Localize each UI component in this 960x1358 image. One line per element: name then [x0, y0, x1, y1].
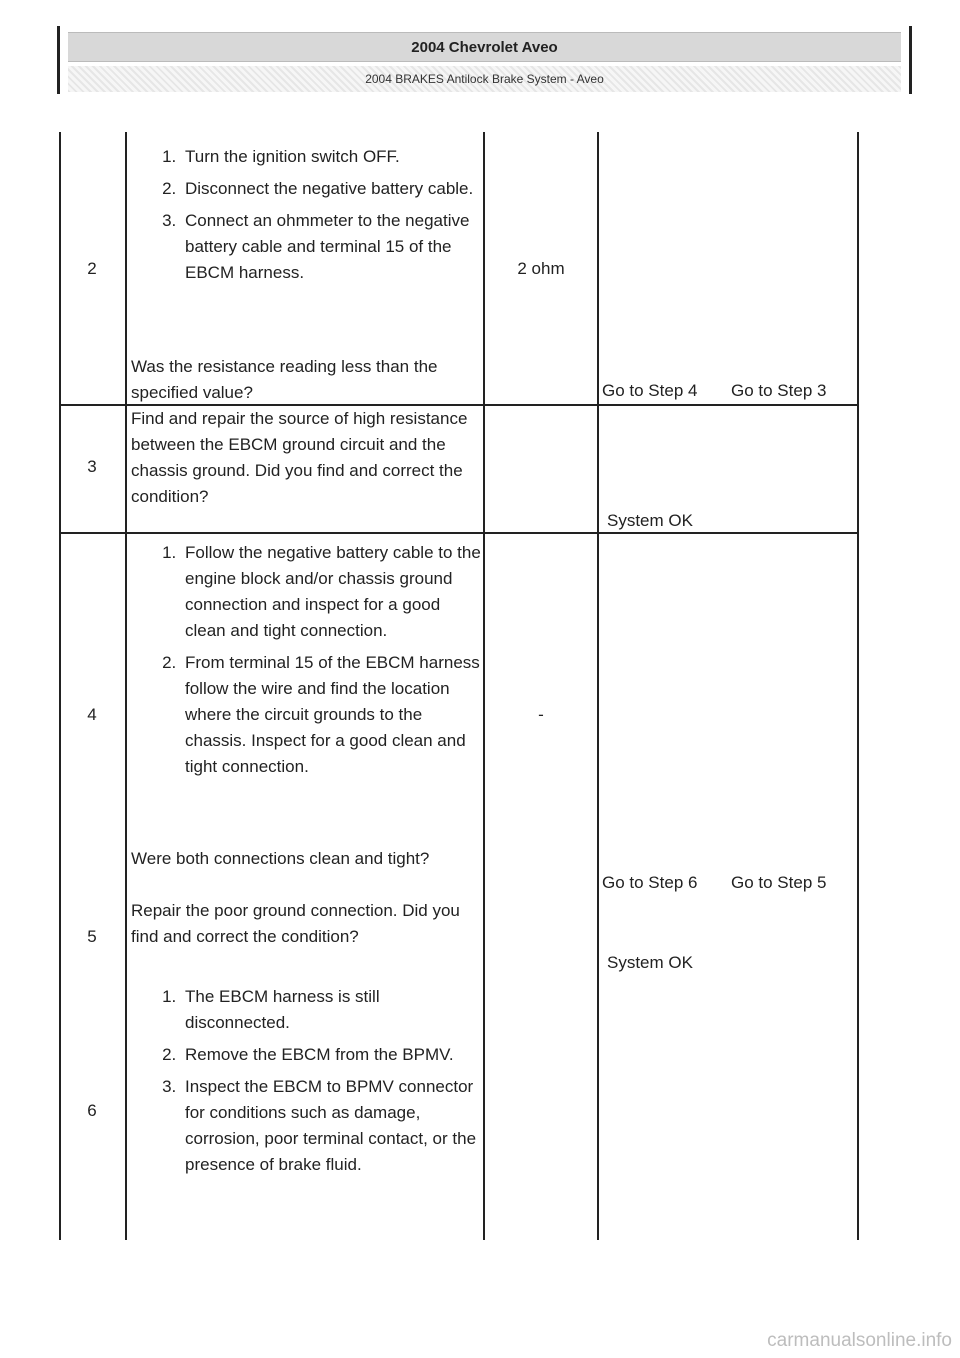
action-item: 1. Follow the negative battery cable to the engine block and/or chassis ground connection and inspect for a good clean and tight connection. — [181, 540, 483, 644]
step-number: 2 — [87, 259, 97, 278]
step-question: Was the resistance reading less than the specified value? — [131, 357, 438, 402]
step-number: 4 — [87, 705, 97, 724]
step-question: Find and repair the source of high resistance between the EBCM ground circuit and the chassis ground. Did you find and correct the condition? — [131, 409, 468, 506]
no-result: Go to Step 5 — [731, 873, 827, 892]
column-divider-value — [597, 132, 599, 1240]
spec-value: 2 ohm — [517, 259, 565, 278]
action-item: 1. Turn the ignition switch OFF. — [181, 144, 483, 170]
column-divider-action — [483, 132, 485, 1240]
row-divider — [59, 532, 859, 534]
action-item: 2. From terminal 15 of the EBCM harness follow the wire and find the location where the circuit grounds to the chassis. Inspect for a good clean and tight connection. — [181, 650, 483, 780]
step-action — [131, 540, 483, 786]
table-border-right — [857, 132, 859, 1240]
column-divider-step — [125, 132, 127, 1240]
table-border-left — [59, 132, 61, 1240]
step-action — [131, 984, 483, 1184]
yes-result: System OK — [607, 953, 693, 972]
diagnostic-table — [59, 132, 859, 1240]
step-number: 6 — [87, 1101, 97, 1120]
action-item: 3. Connect an ohmmeter to the negative battery cable and terminal 15 of the EBCM harness. — [181, 208, 483, 286]
step-number: 3 — [87, 457, 97, 476]
page-header — [57, 26, 912, 94]
header-title: 2004 Chevrolet Aveo — [68, 32, 901, 62]
header-subtitle: 2004 BRAKES Antilock Brake System - Aveo — [68, 66, 901, 92]
watermark: carmanualsonline.info — [767, 1330, 952, 1351]
yes-result: Go to Step 6 — [602, 873, 698, 892]
yes-result: System OK — [607, 511, 693, 530]
no-result: Go to Step 3 — [731, 381, 827, 400]
step-question: Were both connections clean and tight? — [131, 849, 430, 868]
step-action — [131, 144, 483, 292]
spec-value: - — [538, 705, 544, 724]
action-item: 2. Disconnect the negative battery cable. — [181, 176, 483, 202]
action-item: 1. The EBCM harness is still disconnected. — [181, 984, 483, 1036]
step-number: 5 — [87, 927, 97, 946]
yes-result: Go to Step 4 — [602, 381, 698, 400]
action-item: 2. Remove the EBCM from the BPMV. — [181, 1042, 483, 1068]
step-question: Repair the poor ground connection. Did you find and correct the condition? — [131, 901, 460, 946]
action-item: 3. Inspect the EBCM to BPMV connector for conditions such as damage, corrosion, poor terminal contact, or the presence of brake fluid. — [181, 1074, 483, 1178]
